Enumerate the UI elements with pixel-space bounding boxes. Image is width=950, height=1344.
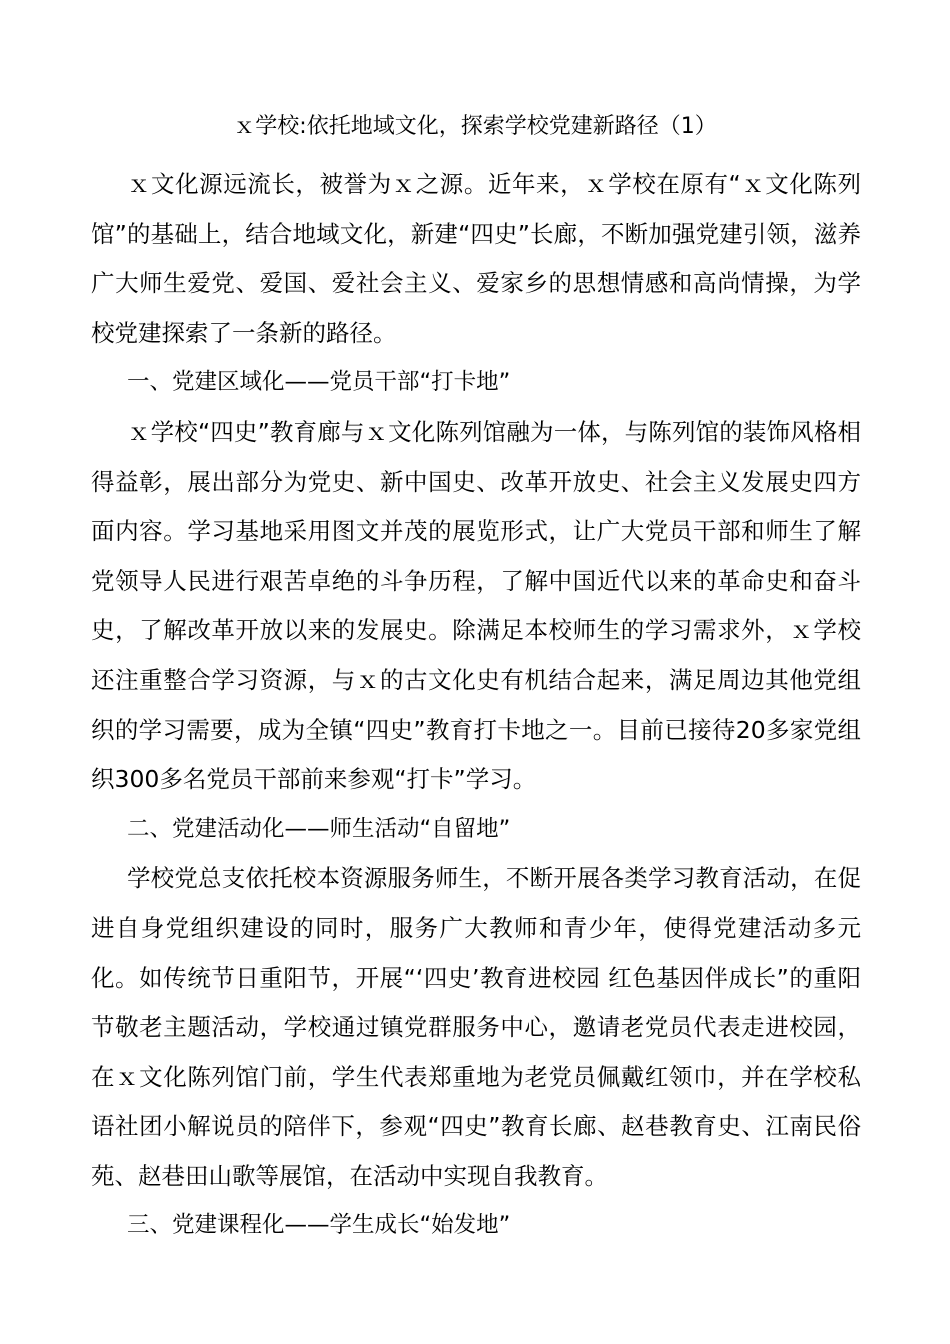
paragraph-section-2: 学校党总支依托校本资源服务师生，不断开展各类学习教育活动，在促进自身党组织建设的同时，服务广大教师和青少年，使得党建活动多元化。如传统节日重阳节，开展“‘四史’教育进校园 红色基因伴成长”的重阳节敬老主题活动，学校通过镇党群服务中心，邀请老党员代表走进校园，在ｘ文化陈列馆门前，学生代表郑重地为老党员佩戴红领巾，并在学校私语社团小解说员的陪伴下，参观“四史”教育长廊、赵巷教育史、江南民俗苑、赵巷田山歌等展馆，在活动中实现自我教育。 <box>91 864 861 1190</box>
document-body <box>91 160 861 1251</box>
paragraph-section-1: ｘ学校“四史”教育廊与ｘ文化陈列馆融为一体，与陈列馆的装饰风格相得益彰，展出部分为党史、新中国史、改革开放史、社会主义发展史四方面内容。学习基地采用图文并茂的展览形式，让广大党员干部和师生了解党领导人民进行艰苦卓绝的斗争历程，了解中国近代以来的革命史和奋斗史，了解改革开放以来的发展史。除满足本校师生的学习需求外，ｘ学校还注重整合学习资源，与ｘ的古文化史有机结合起来，满足周边其他党组织的学习需要，成为全镇“四史”教育打卡地之一。目前已接待20多家党组织300多名党员干部前来参观“打卡”学习。 <box>91 417 861 794</box>
section-heading-2: 二、党建活动化——师生活动“自留地” <box>127 815 511 842</box>
section-heading-3: 三、党建课程化——学生成长“始发地” <box>127 1212 511 1239</box>
paragraph-intro: ｘ文化源远流长，被誉为ｘ之源。近年来，ｘ学校在原有“ｘ文化陈列馆”的基础上，结合地域文化，新建“四史”长廊，不断加强党建引领，滋养广大师生爱党、爱国、爱社会主义、爱家乡的思想情感和高尚情操，为学校党建探索了一条新的路径。 <box>91 170 861 347</box>
document-title: ｘ学校:依托地域文化，探索学校党建新路径（1） <box>233 114 717 139</box>
section-heading-1: 一、党建区域化——党员干部“打卡地” <box>127 369 511 396</box>
